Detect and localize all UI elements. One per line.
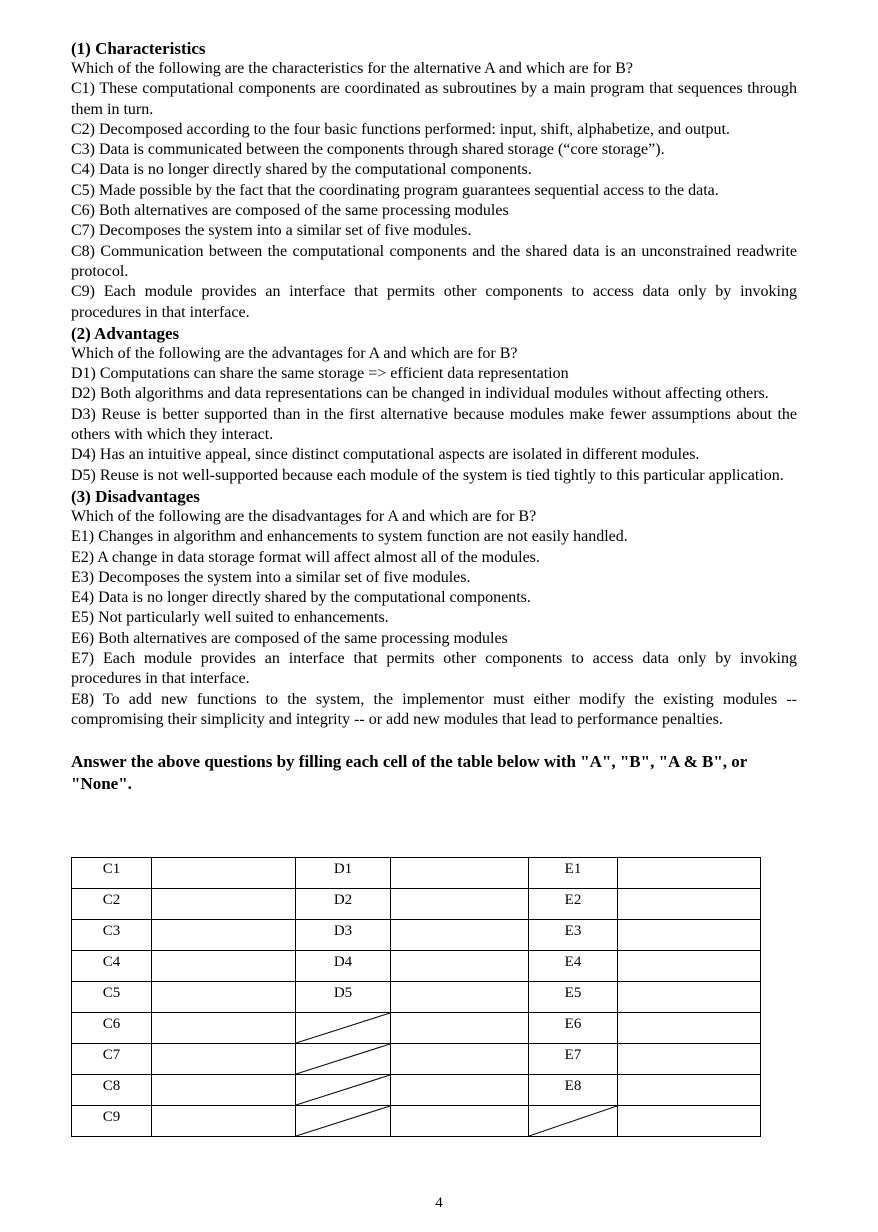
- row-label: C4: [72, 951, 152, 982]
- disabled-cell: [529, 1106, 618, 1137]
- table-row: [72, 889, 761, 920]
- list-item: E4) Data is no longer directly shared by the computational components.: [71, 589, 531, 607]
- section-prompt: Which of the following are the disadvantages for A and which are for B?: [71, 507, 537, 525]
- list-item: C9) Each module provides an interface that permits other components to access data only by invoking procedures in that interface.: [71, 283, 797, 321]
- list-item: D4) Has an intuitive appeal, since distinct computational aspects are isolated in different modules.: [71, 446, 700, 464]
- list-item: E5) Not particularly well suited to enhancements.: [71, 609, 389, 627]
- row-label: E6: [529, 1013, 618, 1044]
- row-label: E1: [529, 858, 618, 889]
- diagonal-strike: [296, 1044, 390, 1074]
- page-number: 4: [435, 1195, 443, 1211]
- list-item: D1) Computations can share the same storage => efficient data representation: [71, 365, 569, 383]
- row-label: C9: [72, 1106, 152, 1137]
- answer-cell[interactable]: [618, 889, 761, 920]
- row-label: C2: [72, 889, 152, 920]
- answer-instruction: Answer the above questions by filling each cell of the table below with "A", "B", "A & B", or "None".: [71, 752, 748, 794]
- section-heading-characteristics: (1) Characteristics: [71, 39, 206, 58]
- answer-cell[interactable]: [152, 920, 296, 951]
- answer-cell[interactable]: [152, 889, 296, 920]
- row-label: D1: [296, 858, 391, 889]
- list-item: C7) Decomposes the system into a similar set of five modules.: [71, 222, 472, 240]
- row-label: D5: [296, 982, 391, 1013]
- answer-cell[interactable]: [152, 982, 296, 1013]
- answer-cell[interactable]: [391, 920, 529, 951]
- answer-cell[interactable]: [391, 982, 529, 1013]
- section-heading-disadvantages: (3) Disadvantages: [71, 486, 200, 506]
- list-item: C6) Both alternatives are composed of the same processing modules: [71, 202, 509, 220]
- answer-cell[interactable]: [152, 1106, 296, 1137]
- list-item: E7) Each module provides an interface that permits other components to access data only by invoking procedures in that interface.: [71, 650, 797, 688]
- empty-cell: [391, 1075, 529, 1106]
- answer-cell[interactable]: [618, 858, 761, 889]
- row-label: C1: [72, 858, 152, 889]
- diagonal-strike: [296, 1106, 390, 1136]
- answer-cell[interactable]: [391, 858, 529, 889]
- table-row: [72, 1075, 761, 1106]
- answer-cell[interactable]: [152, 1075, 296, 1106]
- table-row: [72, 1044, 761, 1075]
- row-label: E5: [529, 982, 618, 1013]
- answer-cell[interactable]: [152, 1013, 296, 1044]
- disabled-cell: [296, 1075, 391, 1106]
- diagonal-strike: [296, 1075, 390, 1105]
- answer-cell[interactable]: [152, 951, 296, 982]
- answer-cell[interactable]: [618, 951, 761, 982]
- disabled-cell: [296, 1013, 391, 1044]
- disabled-cell: [296, 1044, 391, 1075]
- disabled-cell: [296, 1106, 391, 1137]
- answer-table: [71, 857, 761, 1137]
- list-item: D5) Reuse is not well-supported because each module of the system is tied tightly to this particular application.: [71, 466, 784, 484]
- row-label: C3: [72, 920, 152, 951]
- row-label: E4: [529, 951, 618, 982]
- answer-cell[interactable]: [618, 1044, 761, 1075]
- empty-cell: [391, 1013, 529, 1044]
- list-item: C8) Communication between the computational components and the shared data is an unconstrained readwrite protocol.: [71, 242, 797, 280]
- answer-cell[interactable]: [152, 1044, 296, 1075]
- answer-cell[interactable]: [618, 1075, 761, 1106]
- list-item: E3) Decomposes the system into a similar set of five modules.: [71, 568, 471, 586]
- row-label: E7: [529, 1044, 618, 1075]
- table-row: [72, 982, 761, 1013]
- row-label: C8: [72, 1075, 152, 1106]
- table-row: [72, 1106, 761, 1137]
- answer-cell[interactable]: [618, 920, 761, 951]
- table-row: [72, 920, 761, 951]
- row-label: E8: [529, 1075, 618, 1106]
- row-label: C6: [72, 1013, 152, 1044]
- answer-cell[interactable]: [618, 1013, 761, 1044]
- answer-cell[interactable]: [391, 951, 529, 982]
- list-item: D2) Both algorithms and data representations can be changed in individual modules without affecting others.: [71, 385, 769, 403]
- row-label: C5: [72, 982, 152, 1013]
- row-label: D4: [296, 951, 391, 982]
- empty-cell: [391, 1044, 529, 1075]
- table-row: [72, 1013, 761, 1044]
- row-label: D3: [296, 920, 391, 951]
- list-item: C5) Made possible by the fact that the coordinating program guarantees sequential access to the data.: [71, 181, 719, 199]
- list-item: C3) Data is communicated between the components through shared storage (“core storage”).: [71, 141, 665, 159]
- row-label: E3: [529, 920, 618, 951]
- list-item: C4) Data is no longer directly shared by the computational components.: [71, 161, 532, 179]
- table-row: [72, 951, 761, 982]
- list-item: E1) Changes in algorithm and enhancements to system function are not easily handled.: [71, 528, 628, 546]
- empty-cell: [391, 1106, 529, 1137]
- table-row: [72, 858, 761, 889]
- answer-cell[interactable]: [391, 889, 529, 920]
- list-item: E8) To add new functions to the system, the implementor must either modify the existing modules -- compromising their simplicity and integrity -- or add new modules that lead to performance penalties.: [71, 690, 797, 728]
- row-label: C7: [72, 1044, 152, 1075]
- answer-cell[interactable]: [152, 858, 296, 889]
- row-label: E2: [529, 889, 618, 920]
- section-heading-advantages: (2) Advantages: [71, 323, 180, 343]
- row-label: D2: [296, 889, 391, 920]
- answer-cell[interactable]: [618, 982, 761, 1013]
- list-item: E2) A change in data storage format will affect almost all of the modules.: [71, 548, 540, 566]
- empty-cell: [618, 1106, 761, 1137]
- list-item: D3) Reuse is better supported than in the first alternative because modules make fewer assumptions about the others with which they interact.: [71, 405, 797, 444]
- list-item: C1) These computational components are coordinated as subroutines by a main program that sequences through them in turn.: [71, 80, 797, 118]
- question-page: [71, 38, 797, 795]
- section-prompt: Which of the following are the characteristics for the alternative A and which are for B?: [71, 60, 633, 77]
- diagonal-strike: [296, 1013, 390, 1043]
- section-prompt: Which of the following are the advantages for A and which are for B?: [71, 344, 518, 362]
- list-item: C2) Decomposed according to the four basic functions performed: input, shift, alphabetize, and output.: [71, 120, 730, 138]
- list-item: E6) Both alternatives are composed of the same processing modules: [71, 629, 508, 647]
- diagonal-strike: [529, 1106, 617, 1136]
